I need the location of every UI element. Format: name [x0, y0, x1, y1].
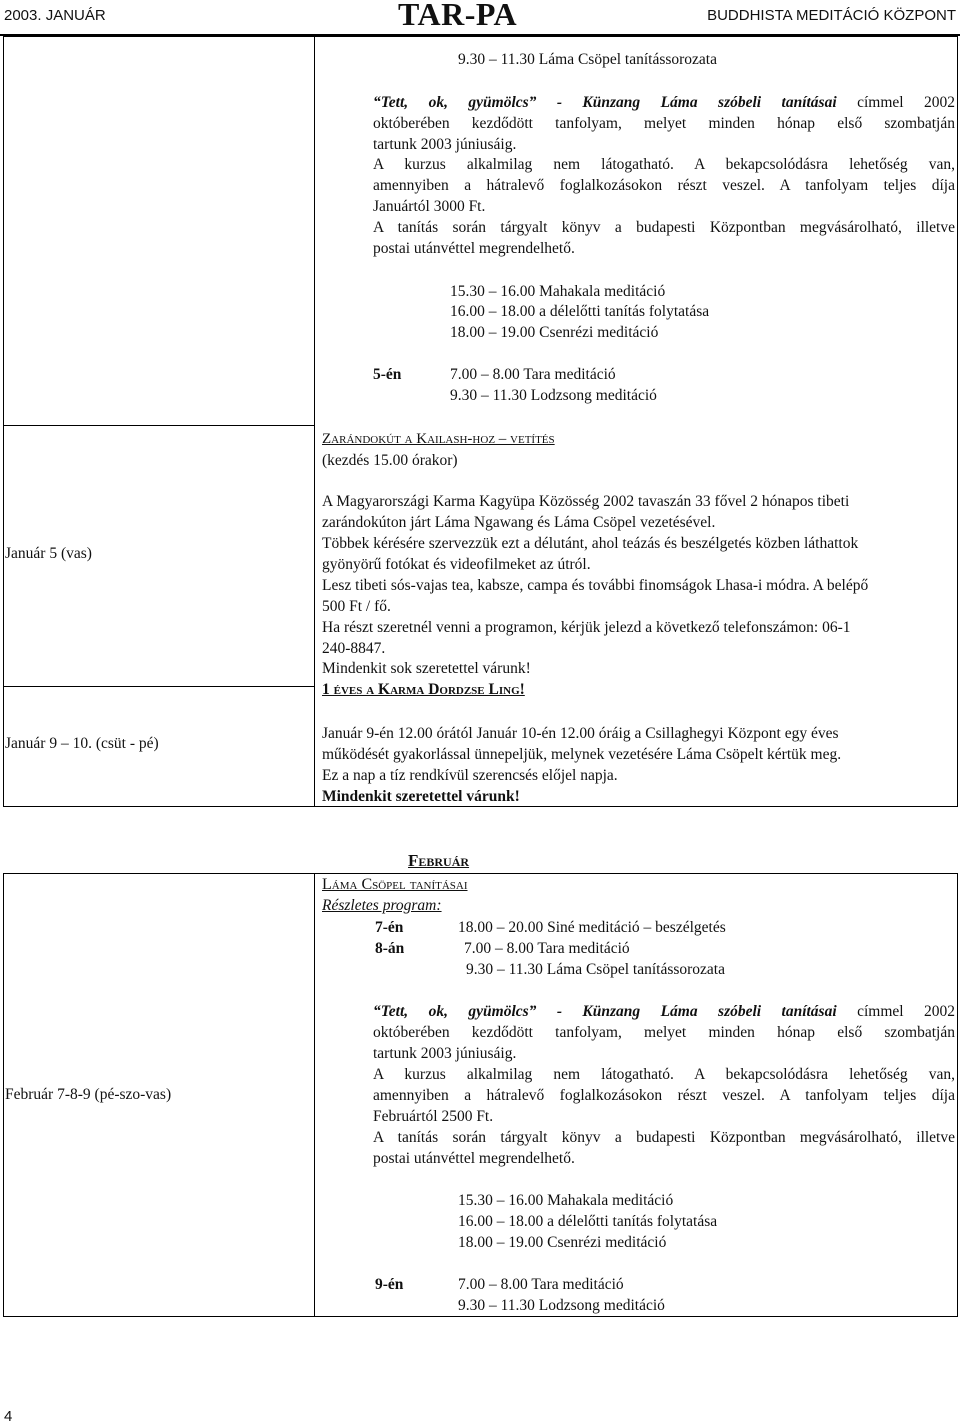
course-price: Februártól 2500 Ft. [373, 1108, 494, 1125]
schedule-item: 7.00 – 8.00 Tara meditáció [450, 366, 616, 383]
event-line: A Magyarországi Karma Kagyüpa Közösség 2002 tavaszán 33 fővel 2 hónapos tibeti [322, 493, 850, 510]
event-line: Lesz tibeti sós-vajas tea, kabsze, campa és további finomságok Lhasa-i módra. A belépő [322, 577, 869, 594]
event-start: (kezdés 15.00 órakor) [322, 452, 458, 469]
day-label: 9-én [375, 1276, 404, 1293]
course-title: “Tett, ok, gyümölcs” - Künzang Láma szóbeli tanításai [373, 1003, 837, 1020]
event-closing: Mindenkit szeretettel várunk! [322, 788, 520, 805]
header-organization: BUDDHISTA MEDITÁCIÓ KÖZPONT [707, 7, 956, 24]
page-header [0, 0, 960, 34]
header-date: 2003. JANUÁR [4, 7, 106, 24]
row-divider [3, 686, 314, 687]
schedule-item: 18.00 – 19.00 Csenrézi meditáció [450, 324, 659, 341]
event-line: 500 Ft / fő. [322, 598, 391, 615]
event-line: Január 9-én 12.00 órától Január 10-én 12.00 óráig a Csillaghegyi Központ egy éves [322, 725, 839, 742]
month-title: Február [408, 851, 470, 870]
event-line: 240-8847. [322, 640, 386, 657]
schedule-item: 9.30 – 11.30 Lodzsong meditáció [450, 387, 657, 404]
event-date: Január 5 (vas) [5, 545, 92, 562]
course-line: A tanítás során tárgyalt könyv a budapesti Központban megvásárolható, illetve [373, 219, 955, 236]
course-line: A tanítás során tárgyalt könyv a budapesti Központban megvásárolható, illetve [373, 1129, 955, 1146]
day-label: 7-én [375, 919, 404, 936]
event-line: gyönyörű fotókat és videofilmeket az útról. [322, 556, 591, 573]
schedule-item: 9.30 – 11.30 Lodzsong meditáció [458, 1297, 665, 1314]
course-line: amennyiben a hátralevő foglalkozásokon részt veszel. A tanfolyam teljes díja [373, 177, 955, 194]
course-line [373, 1001, 955, 1022]
event-line: zarándokúton járt Láma Ngawang és Láma Csöpel vezetésével. [322, 514, 716, 531]
course-line: A kurzus alkalmilag nem látogatható. A bekapcsolódásra lehetőség van, [373, 156, 955, 173]
course-line: postai utánvéttel megrendelhető. [373, 240, 575, 257]
course-price: Januártól 3000 Ft. [373, 198, 486, 215]
detail-label: Részletes program: [322, 897, 442, 914]
course-title-rest: címmel 2002 [857, 94, 956, 111]
course-line: tartunk 2003 júniusáig. [373, 1045, 517, 1062]
event-date: Január 9 – 10. (csüt - pé) [5, 735, 159, 752]
event-title: 1 éves a Karma Dordzse Ling! [322, 681, 525, 698]
course-line: A kurzus alkalmilag nem látogatható. A bekapcsolódásra lehetőség van, [373, 1066, 955, 1083]
column-divider [314, 36, 315, 807]
teacher-title: Láma Csöpel tanításai [322, 876, 468, 893]
day-label: 8-án [375, 940, 405, 957]
schedule-item: 16.00 – 18.00 a délelőtti tanítás folytatása [458, 1213, 718, 1230]
schedule-item: 15.30 – 16.00 Mahakala meditáció [450, 283, 666, 300]
row-divider [3, 425, 314, 426]
event-title: Zarándokút a Kailash-hoz – vetítés [322, 431, 555, 447]
column-divider [314, 873, 315, 1317]
session-time: 9.30 – 11.30 Láma Csöpel tanítássorozata [458, 51, 717, 68]
schedule-item: 7.00 – 8.00 Tara meditáció [464, 940, 630, 957]
course-line: októberében kezdődött tanfolyam, melyet minden hónap első szombatján [373, 1024, 955, 1041]
schedule-item: 18.00 – 19.00 Csenrézi meditáció [458, 1234, 667, 1251]
schedule-item: 15.30 – 16.00 Mahakala meditáció [458, 1192, 674, 1209]
schedule-item: 9.30 – 11.30 Láma Csöpel tanítássorozata [466, 961, 725, 978]
event-line: Ez a nap a tíz rendkívül szerencsés előjel napja. [322, 767, 618, 784]
event-line: működését gyakorlással ünnepeljük, melynek vezetésére Láma Csöpelt kértük meg. [322, 746, 842, 763]
event-line: Ha részt szeretnél venni a programon, kérjük jelezd a következő telefonszámon: 06-1 [322, 619, 851, 636]
page-number: 4 [4, 1408, 13, 1425]
schedule-item: 7.00 – 8.00 Tara meditáció [458, 1276, 624, 1293]
day-label: 5-én [373, 366, 402, 383]
course-title: “Tett, ok, gyümölcs” - Künzang Láma szóbeli tanításai [373, 94, 837, 111]
course-title-rest: címmel 2002 [857, 1003, 956, 1020]
header-title: TAR-PA [398, 0, 518, 32]
event-line: Többek kérésére szervezzük ezt a délutánt, ahol teázás és beszélgetés közben láthattok [322, 535, 859, 552]
event-date: Február 7-8-9 (pé-szo-vas) [5, 1086, 172, 1103]
schedule-item: 16.00 – 18.00 a délelőtti tanítás folytatása [450, 303, 710, 320]
course-line [373, 92, 955, 113]
event-line: Mindenkit sok szeretettel várunk! [322, 660, 531, 677]
course-line: tartunk 2003 júniusáig. [373, 136, 517, 153]
course-line: postai utánvéttel megrendelhető. [373, 1150, 575, 1167]
course-line: októberében kezdődött tanfolyam, melyet minden hónap első szombatján [373, 115, 955, 132]
schedule-item: 18.00 – 20.00 Siné meditáció – beszélgetés [458, 919, 726, 936]
course-line: amennyiben a hátralevő foglalkozásokon részt veszel. A tanfolyam teljes díja [373, 1087, 955, 1104]
